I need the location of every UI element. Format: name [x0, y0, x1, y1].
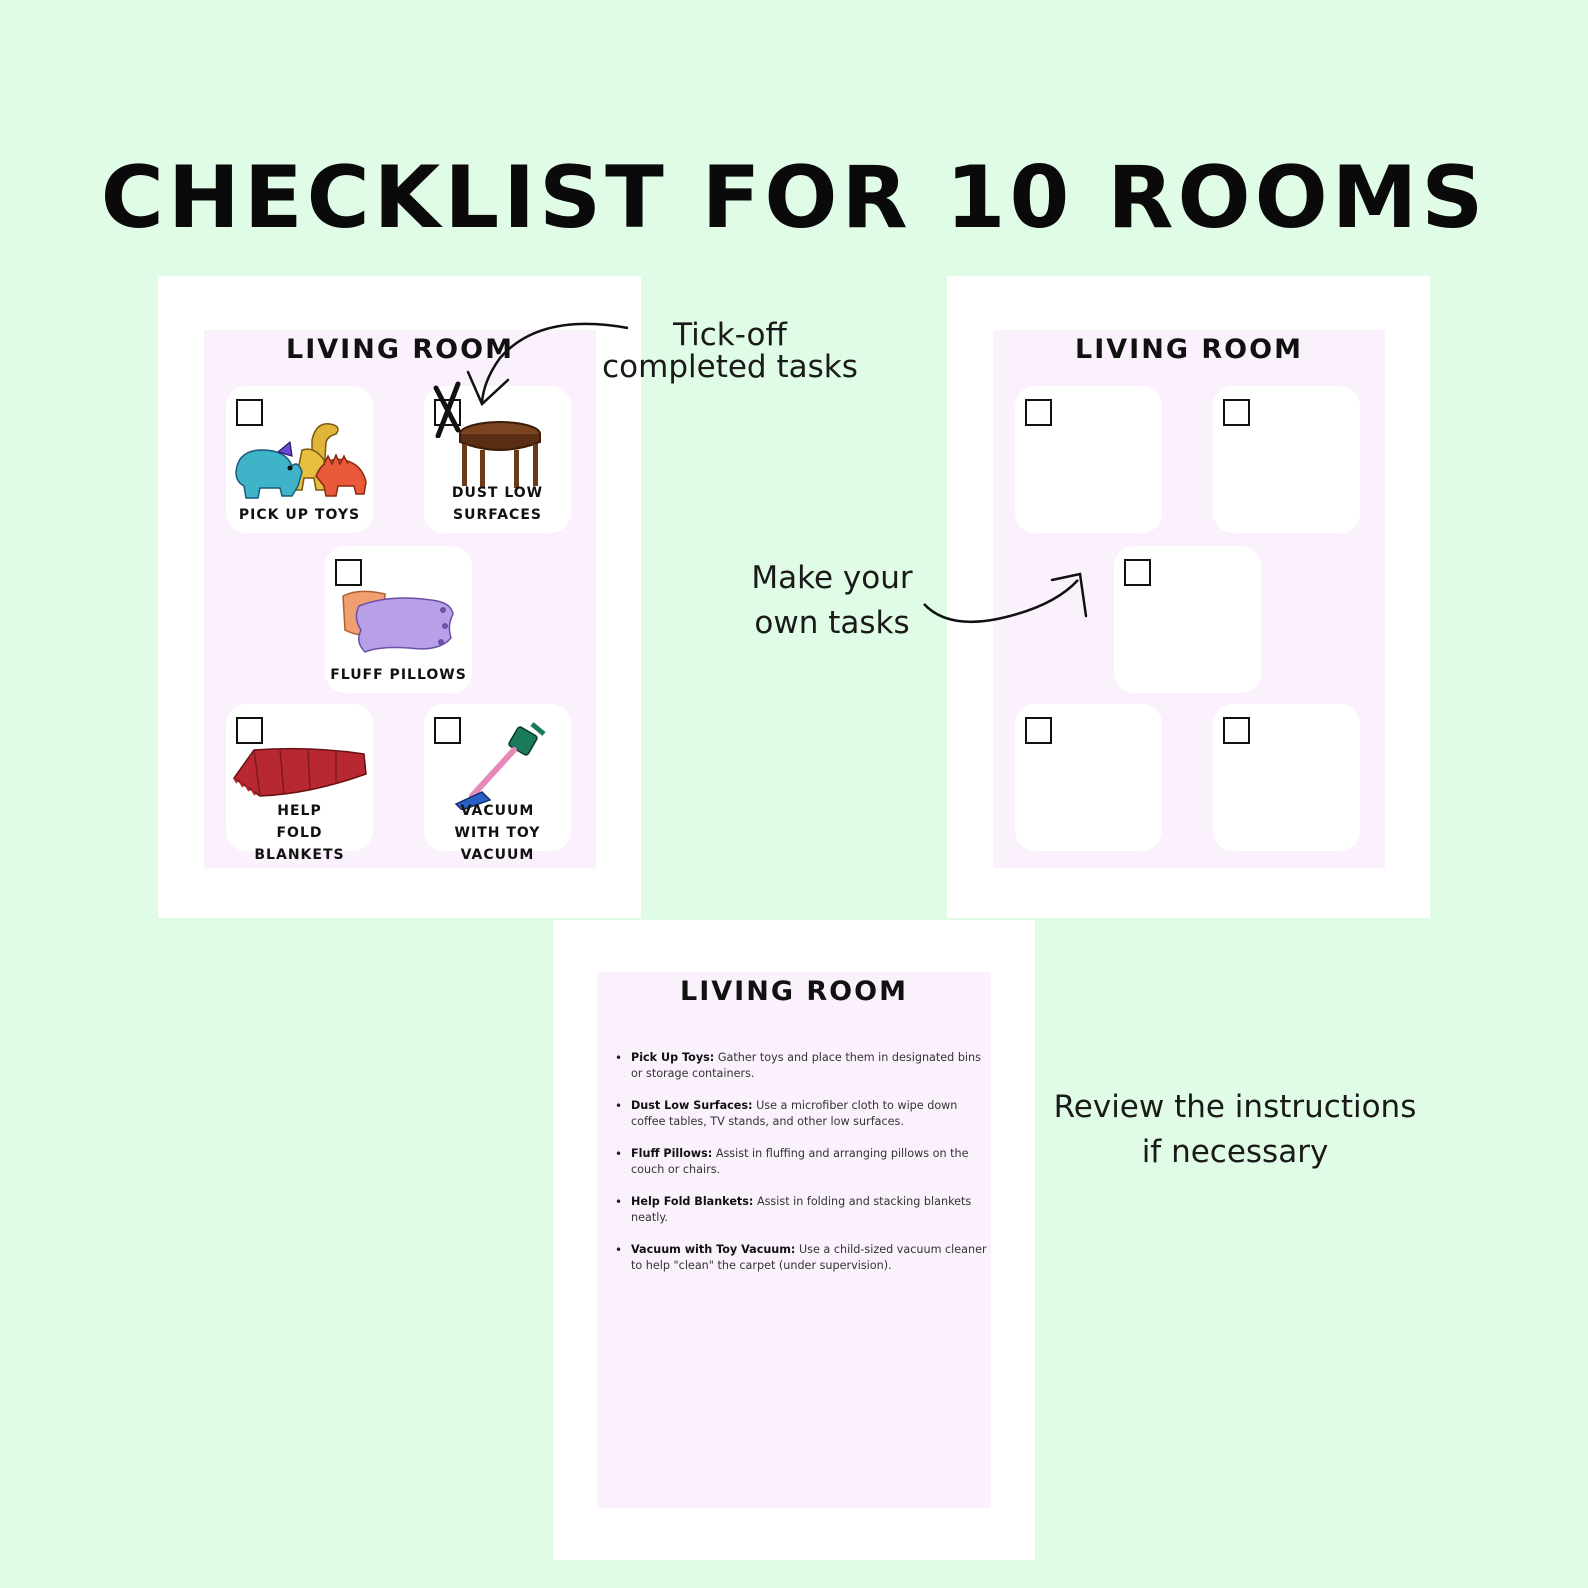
task-checkbox[interactable]: [1025, 717, 1052, 744]
table-icon: [458, 420, 542, 488]
instructions-sheet: [553, 920, 1035, 1560]
task-checkbox[interactable]: [1223, 717, 1250, 744]
instruction-term: Dust Low Surfaces:: [631, 1099, 753, 1112]
instruction-term: Pick Up Toys:: [631, 1051, 715, 1064]
toy-vacuum-icon: [452, 720, 552, 810]
checklist-panel: [204, 330, 596, 868]
instruction-text: Assist in fluffing and arranging pillows on the couch or chairs.: [631, 1147, 969, 1176]
instruction-item: [609, 1146, 989, 1178]
task-card-dust-low-surfaces[interactable]: [424, 386, 571, 533]
instruction-term: Help Fold Blankets:: [631, 1195, 754, 1208]
tick-off-annotation: [590, 316, 870, 386]
task-label: FLUFF PILLOWS: [330, 667, 467, 683]
instruction-item: [609, 1194, 989, 1226]
blank-checklist-sheet: [947, 276, 1430, 918]
task-card-vacuum-with-toy-vacuum[interactable]: [424, 704, 571, 863]
task-checkbox[interactable]: [1223, 399, 1250, 426]
task-label: DUST LOW SURFACES: [451, 485, 544, 523]
instruction-text: Assist in folding and stacking blankets neatly.: [631, 1195, 972, 1224]
instruction-term: Fluff Pillows:: [631, 1147, 713, 1160]
task-label: PICK UP TOYS: [238, 507, 361, 523]
room-title: LIVING ROOM: [680, 976, 908, 1007]
instruction-item: [609, 1242, 989, 1274]
task-checkbox[interactable]: [236, 717, 263, 744]
task-card-help-fold-blankets[interactable]: [226, 704, 373, 863]
task-checkbox[interactable]: [1025, 399, 1052, 426]
blank-task-card[interactable]: [1213, 704, 1360, 851]
filled-checklist-sheet: [158, 276, 641, 918]
annotation-line: own tasks: [754, 605, 910, 641]
blank-task-card[interactable]: [1015, 704, 1162, 851]
instruction-text: Use a child-sized vacuum cleaner to help "clean" the carpet (under supervision).: [631, 1243, 987, 1272]
annotation-line: Tick-off: [673, 317, 787, 353]
annotation-line: if necessary: [1141, 1134, 1329, 1170]
task-checkbox[interactable]: [1124, 559, 1151, 586]
instruction-item: [609, 1050, 989, 1082]
room-title: LIVING ROOM: [286, 334, 514, 365]
instruction-text: Gather toys and place them in designated bins or storage containers.: [631, 1051, 981, 1080]
review-instructions-annotation: [1035, 1085, 1435, 1175]
task-card-fluff-pillows[interactable]: [325, 546, 472, 693]
instruction-text: Use a microfiber cloth to wipe down coffee tables, TV stands, and other low surfaces.: [631, 1099, 958, 1128]
task-card-pick-up-toys[interactable]: [226, 386, 373, 533]
room-title: LIVING ROOM: [1075, 334, 1303, 365]
instruction-term: Vacuum with Toy Vacuum:: [631, 1243, 796, 1256]
instruction-item: [609, 1098, 989, 1130]
annotation-line: Review the instructions: [1053, 1089, 1417, 1125]
blank-task-card[interactable]: [1015, 386, 1162, 533]
task-label: VACUUM WITH TOY VACUUM: [454, 803, 541, 863]
blank-task-card[interactable]: [1114, 546, 1261, 693]
instructions-list: [609, 1050, 989, 1290]
make-own-tasks-annotation: [732, 556, 932, 646]
dinosaur-toys-icon: [232, 420, 370, 502]
blank-task-card[interactable]: [1213, 386, 1360, 533]
blanket-icon: [230, 744, 370, 800]
checklist-panel: [993, 330, 1385, 868]
pillows-icon: [339, 586, 457, 658]
instructions-panel: [597, 972, 991, 1508]
page-title: CHECKLIST FOR 10 ROOMS: [100, 148, 1488, 248]
task-checkbox[interactable]: [335, 559, 362, 586]
annotation-line: completed tasks: [602, 349, 858, 385]
task-label: HELP FOLD BLANKETS: [254, 803, 345, 863]
annotation-line: Make your: [751, 560, 913, 596]
